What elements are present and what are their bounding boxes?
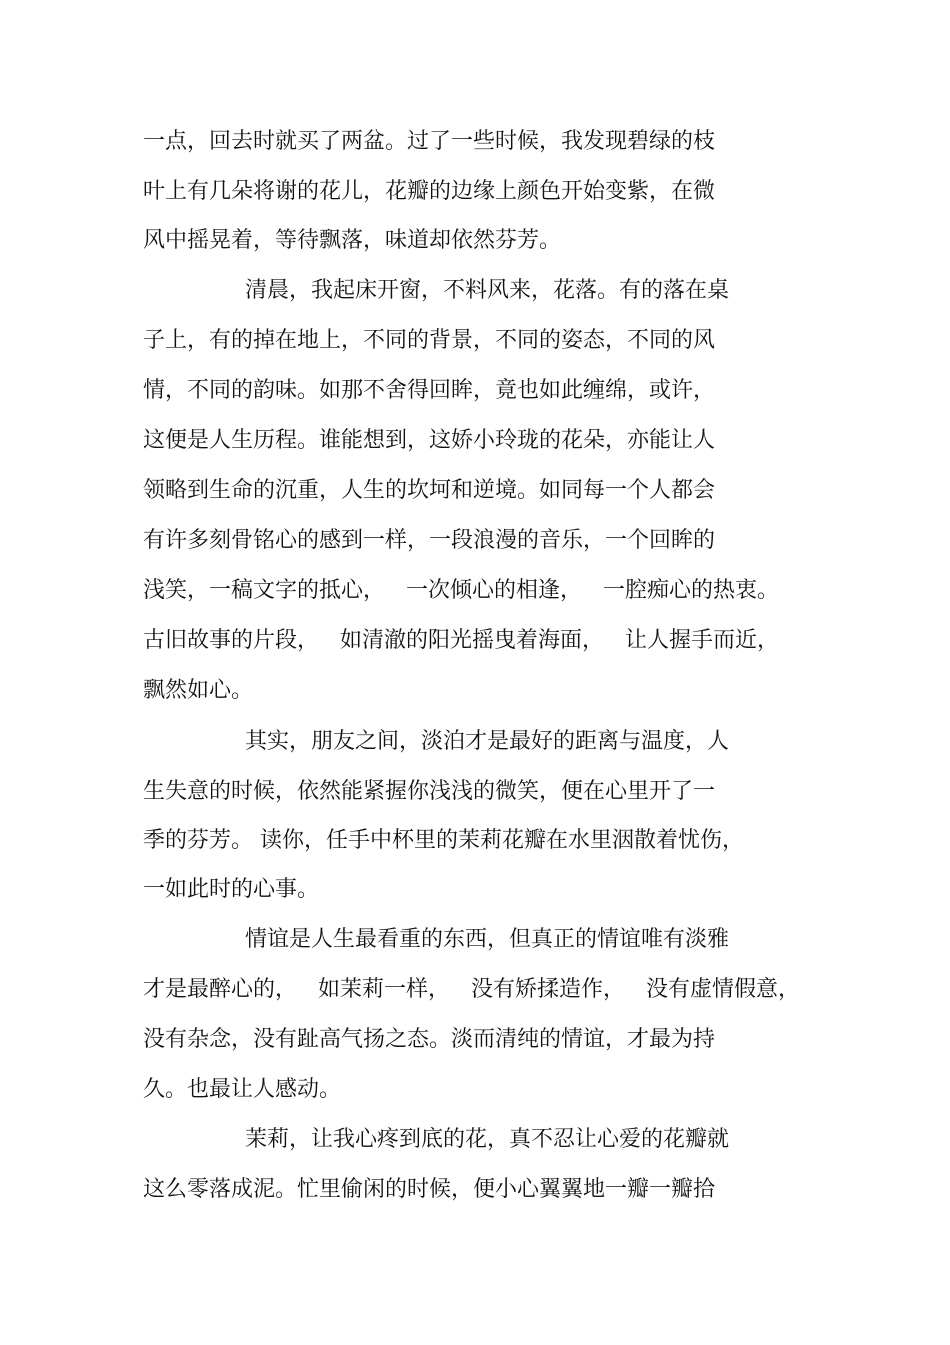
text-line: 浅笑，一稿文字的抵心， 一次倾心的相逢， 一腔痴心的热衷。 <box>143 578 779 603</box>
text-line: 有许多刻骨铭心的感到一样，一段浪漫的音乐，一个回眸的 <box>143 528 716 553</box>
paragraph-first-line: 茉莉，让我心疼到底的花，真不忍让心爱的花瓣就 <box>245 1127 730 1152</box>
paragraph-first-line: 其实，朋友之间，淡泊才是最好的距离与温度，人 <box>245 729 730 754</box>
text-line: 领略到生命的沉重，人生的坎坷和逆境。如同每一个人都会 <box>143 478 716 503</box>
text-line: 子上，有的掉在地上，不同的背景，不同的姿态，不同的风 <box>143 328 716 353</box>
text-line: 没有杂念，没有趾高气扬之态。淡而清纯的情谊，才最为持 <box>143 1027 716 1052</box>
text-line: 情，不同的韵味。如那不舍得回眸，竟也如此缠绵，或许， <box>143 378 716 403</box>
text-line: 一点，回去时就买了两盆。过了一些时候，我发现碧绿的枝 <box>143 129 716 154</box>
paragraph-first-line: 情谊是人生最看重的东西，但真正的情谊唯有淡雅 <box>245 927 730 952</box>
text-line: 叶上有几朵将谢的花儿，花瓣的边缘上颜色开始变紫，在微 <box>143 179 716 204</box>
text-line: 这便是人生历程。谁能想到，这娇小玲珑的花朵，亦能让人 <box>143 428 716 453</box>
paragraph-first-line: 清晨，我起床开窗，不料风来，花落。有的落在桌 <box>245 278 730 303</box>
text-line: 久。也最让人感动。 <box>143 1077 342 1102</box>
text-line: 季的芬芳。 读你，任手中杯里的茉莉花瓣在水里洇散着忧伤， <box>143 828 744 853</box>
text-line: 古旧故事的片段， 如清澈的阳光摇曳着海面， 让人握手而近， <box>143 628 779 653</box>
text-line: 一如此时的心事。 <box>143 877 320 902</box>
text-line: 生失意的时候，依然能紧握你浅浅的微笑，便在心里开了一 <box>143 779 716 804</box>
text-line: 才是最醉心的， 如茉莉一样， 没有矫揉造作， 没有虚情假意， <box>143 977 800 1002</box>
text-line: 这么零落成泥。忙里偷闲的时候，便小心翼翼地一瓣一瓣拾 <box>143 1177 716 1202</box>
text-line: 飘然如心。 <box>143 678 254 703</box>
text-line: 风中摇晃着，等待飘落，味道却依然芬芳。 <box>143 228 562 253</box>
